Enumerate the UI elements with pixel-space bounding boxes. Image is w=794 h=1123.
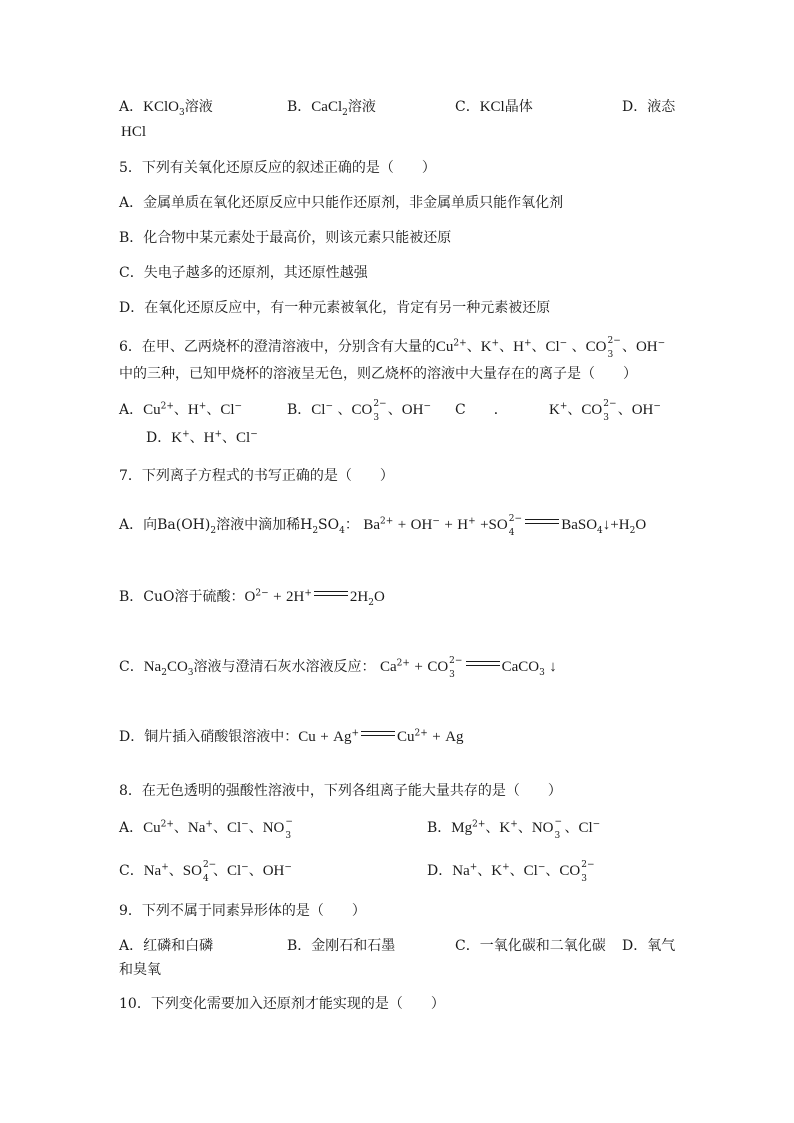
separator: 、	[531, 339, 546, 355]
charge: −	[559, 338, 568, 349]
subscript: 3	[607, 350, 614, 360]
charge: 2−	[607, 336, 621, 346]
subscript: 3	[285, 831, 292, 841]
separator: 、	[499, 339, 514, 355]
q6-option-c	[549, 399, 661, 423]
sub-sup	[373, 399, 387, 423]
separator: 、	[517, 820, 532, 836]
ion: H	[513, 339, 524, 355]
charge: +	[351, 728, 360, 739]
ion: Cu	[397, 729, 415, 745]
subscript: 3	[603, 413, 609, 423]
charge: +	[523, 338, 532, 349]
charge: +	[469, 862, 478, 873]
ion: OH	[410, 517, 433, 533]
q6-stem-line2: 中的三种，已知甲烧杯的溶液呈无色，则乙烧杯的溶液中大量存在的离子是（ ）	[119, 366, 637, 382]
sub-sup	[607, 336, 621, 360]
charge: +	[304, 588, 312, 599]
charge: 2+	[414, 728, 428, 739]
ion: CO	[581, 402, 603, 418]
formula: Na	[143, 659, 162, 675]
operator: +	[444, 517, 453, 533]
charge: −	[537, 862, 546, 873]
q7-option-b	[119, 587, 385, 607]
subscript: 2	[312, 525, 319, 536]
separator: 、	[509, 863, 524, 879]
charge: +	[491, 338, 500, 349]
charge: −	[285, 817, 293, 827]
ion: H	[457, 517, 469, 533]
separator: 、	[337, 402, 352, 418]
option-text: D．液态	[622, 99, 676, 115]
option-text: B．CuO溶于硫酸：	[119, 589, 245, 605]
q5-option-d: D．在氧化还原反应中，有一种元素被氧化，肯定有另一种元素被还原	[119, 300, 551, 316]
charge: −	[250, 429, 258, 440]
option-text: D．铜片插入硝酸银溶液中：	[119, 729, 299, 745]
ion: SO	[488, 517, 508, 533]
sub-sup	[449, 656, 463, 680]
option-text: 溶液中滴加稀H	[216, 517, 313, 533]
q6-option-c-letter: C ．	[455, 402, 508, 418]
ion: 2H	[286, 589, 305, 605]
ion: CO	[585, 339, 607, 355]
ion: CO	[351, 402, 373, 418]
charge: +	[559, 401, 568, 412]
charge: +	[205, 819, 213, 830]
option-letter: C．	[455, 99, 480, 115]
option-letter: D．	[146, 430, 172, 446]
q5-stem: 5．下列有关氧化还原反应的叙述正确的是（ ）	[119, 160, 436, 176]
option-text: 晶体	[504, 99, 533, 115]
sub-sup	[554, 817, 564, 841]
ion: Cu	[143, 402, 161, 418]
option-text: 溶液与澄清石灰水溶液反应：	[193, 659, 376, 675]
q9-option-a: A．红磷和白磷	[119, 938, 214, 954]
subscript: 4	[339, 525, 345, 536]
charge: −	[241, 862, 249, 873]
sub-sup	[202, 860, 217, 884]
charge: 2+	[453, 338, 467, 349]
q4-option-d-continued: HCl	[121, 124, 147, 140]
charge: −	[241, 819, 249, 830]
separator: 、	[477, 863, 492, 879]
charge: −	[432, 516, 440, 527]
charge: −	[592, 819, 601, 830]
charge: 2−	[581, 860, 595, 870]
operator: +	[480, 517, 489, 533]
charge: 2+	[379, 516, 394, 527]
charge: −	[653, 401, 661, 412]
q6-option-b	[287, 399, 431, 423]
charge: 2−	[603, 399, 617, 409]
separator: 、	[621, 339, 636, 355]
separator: 、	[212, 863, 227, 879]
charge: 2+	[160, 819, 174, 830]
formula: O	[635, 517, 647, 533]
q9-option-c: C．一氧化碳和二氧化碳	[455, 938, 606, 954]
ion: Cl	[236, 430, 251, 446]
ion: K	[171, 430, 183, 446]
q10-stem: 10．下列变化需要加入还原剂才能实现的是（ ）	[119, 996, 445, 1012]
formula: 2H	[349, 589, 369, 605]
option-letter: D．	[427, 863, 453, 879]
subscript: 2	[368, 597, 374, 608]
charge: +	[161, 862, 169, 873]
charge: +	[214, 429, 223, 440]
sub-sup	[581, 860, 595, 884]
colon: ：	[344, 517, 359, 533]
q4-option-d	[622, 97, 675, 117]
ion: Cl	[311, 402, 326, 418]
ion: Cl	[523, 863, 538, 879]
ion: NO	[262, 820, 285, 836]
charge: 2−	[508, 514, 523, 524]
option-text: 溶液	[347, 99, 376, 115]
operator: +	[414, 659, 423, 675]
q9-option-b: B．金刚石和石墨	[287, 938, 396, 954]
ion: Cu	[143, 820, 161, 836]
formula: KCl	[479, 99, 505, 115]
charge: 2+	[160, 401, 174, 412]
subscript: 4	[202, 874, 209, 884]
ion: Cl	[226, 820, 242, 836]
option-letter: B．	[287, 99, 312, 115]
ion: K	[499, 820, 511, 836]
charge: +	[198, 401, 207, 412]
q7-stem: 7．下列离子方程式的书写正确的是（ ）	[119, 468, 394, 484]
stem-text: 6．在甲、乙两烧杯的澄清溶液中，分别含有大量的	[119, 339, 436, 355]
charge: −	[657, 338, 666, 349]
sub-sup	[285, 817, 295, 841]
option-letter: A．	[119, 402, 144, 418]
formula: CaCl	[311, 99, 343, 115]
q8-option-c	[119, 860, 292, 884]
ion: Ba	[363, 517, 380, 533]
separator: 、	[173, 820, 188, 836]
charge: 2−	[202, 860, 217, 870]
ion: OH	[401, 402, 424, 418]
q8-stem: 8．在无色透明的强酸性溶液中，下列各组离子能大量共存的是（ ）	[119, 783, 562, 799]
option-letter: B．	[287, 402, 312, 418]
formula: O	[373, 589, 385, 605]
subscript: 3	[187, 667, 194, 678]
option-letter: C．	[119, 863, 144, 879]
charge: 2+	[396, 658, 410, 669]
subscript: 3	[554, 831, 561, 841]
ion: Ca	[379, 659, 397, 675]
formula: Ag	[445, 729, 464, 745]
precipitate-arrow: ↓	[602, 517, 611, 533]
ion: CO	[559, 863, 581, 879]
q7-option-c	[119, 656, 557, 680]
option-letter: A．	[119, 99, 144, 115]
subscript: 3	[449, 670, 455, 680]
q6-stem	[119, 336, 666, 360]
formula: CaCO	[501, 659, 540, 675]
separator: 、	[571, 339, 586, 355]
ion: Cl	[578, 820, 593, 836]
operator: +	[273, 589, 282, 605]
charge: −	[284, 862, 292, 873]
charge: +	[502, 862, 510, 873]
q8-option-b	[427, 817, 601, 841]
ion: Na	[452, 863, 470, 879]
q8-option-a	[119, 817, 295, 841]
q6-option-a	[119, 400, 242, 420]
separator: 、	[387, 402, 402, 418]
ion: O	[244, 589, 256, 605]
separator: 、	[617, 402, 632, 418]
q4-option-c	[455, 97, 533, 117]
ion: Ag	[333, 729, 352, 745]
separator: 、	[189, 430, 204, 446]
precipitate-arrow: ↓	[549, 659, 557, 675]
separator: 、	[248, 863, 263, 879]
charge: +	[468, 516, 476, 527]
charge: 2−	[373, 399, 387, 409]
subscript: 3	[178, 107, 185, 118]
ion: Cl	[226, 863, 242, 879]
operator: +	[397, 517, 407, 533]
charge: 2−	[255, 588, 269, 599]
ion: Na	[143, 863, 162, 879]
ion: Na	[187, 820, 206, 836]
separator: 、	[212, 820, 227, 836]
ion: Cl	[545, 339, 560, 355]
equals-sign	[361, 731, 395, 737]
separator: 、	[567, 402, 582, 418]
equals-sign	[525, 519, 559, 525]
separator: 、	[206, 402, 221, 418]
q8-option-d	[427, 860, 595, 884]
subscript: 3	[539, 667, 545, 678]
ion: Cl	[220, 402, 235, 418]
q7-option-d	[119, 727, 464, 747]
charge: −	[234, 401, 243, 412]
sub-sup	[603, 399, 617, 423]
charge: −	[554, 817, 563, 827]
formula: Cu	[298, 729, 316, 745]
charge: −	[423, 401, 431, 412]
q9-stem: 9．下列不属于同素异形体的是（ ）	[119, 903, 366, 919]
formula: KClO	[143, 99, 179, 115]
subscript: 2	[210, 525, 217, 536]
option-letter: A．	[119, 820, 144, 836]
subscript: 4	[597, 525, 603, 536]
equals-sign	[314, 591, 348, 597]
option-letter: B．	[427, 820, 452, 836]
ion: NO	[531, 820, 554, 836]
ion: OH	[635, 339, 658, 355]
operator: +	[432, 729, 441, 745]
subscript: 2	[629, 525, 636, 536]
formula: BaSO	[561, 517, 598, 533]
separator: 、	[564, 820, 579, 836]
option-text: 溶液	[184, 99, 213, 115]
charge: 2+	[472, 819, 486, 830]
ion: SO	[182, 863, 202, 879]
sub-sup	[508, 514, 523, 538]
ion: OH	[631, 402, 654, 418]
subscript: 3	[373, 413, 380, 423]
ion: K	[549, 402, 560, 418]
separator: 、	[545, 863, 560, 879]
operator: +	[610, 517, 619, 533]
separator: 、	[168, 863, 183, 879]
separator: 、	[222, 430, 237, 446]
q7-option-a	[119, 514, 647, 538]
q9-option-d-continued: 和臭氧	[119, 962, 161, 978]
separator: 、	[248, 820, 263, 836]
option-letter: C．	[119, 659, 144, 675]
equals-sign	[466, 661, 500, 667]
ion: OH	[262, 863, 285, 879]
formula: SO	[318, 517, 340, 533]
subscript: 2	[342, 107, 348, 118]
ion: Cu	[435, 339, 454, 355]
q6-option-d	[146, 428, 258, 448]
formula: CO	[166, 659, 188, 675]
ion: CO	[427, 659, 449, 675]
q5-option-a: A．金属单质在氧化还原反应中只能作还原剂，非金属单质只能作氧化剂	[119, 195, 564, 211]
separator: 、	[485, 820, 500, 836]
subscript: 4	[508, 528, 515, 538]
charge: +	[182, 429, 190, 440]
option-text: A．向Ba(OH)	[119, 517, 211, 533]
separator: 、	[466, 339, 481, 355]
ion: K	[480, 339, 492, 355]
subscript: 2	[161, 667, 167, 678]
ion: H	[203, 430, 215, 446]
formula: H	[618, 517, 630, 533]
operator: +	[320, 729, 329, 745]
subscript: 3	[581, 874, 587, 884]
q4-option-a	[119, 97, 213, 117]
charge: −	[325, 401, 334, 412]
q5-option-b: B．化合物中某元素处于最高价，则该元素只能被还原	[119, 230, 452, 246]
ion: K	[491, 863, 503, 879]
ion: Mg	[451, 820, 473, 836]
q4-option-b	[287, 97, 376, 117]
q9-option-d: D．氧气	[622, 938, 676, 954]
separator: 、	[173, 402, 188, 418]
ion: H	[187, 402, 199, 418]
q5-option-c: C．失电子越多的还原剂，其还原性越强	[119, 265, 368, 281]
charge: +	[510, 819, 518, 830]
charge: 2−	[449, 656, 463, 666]
